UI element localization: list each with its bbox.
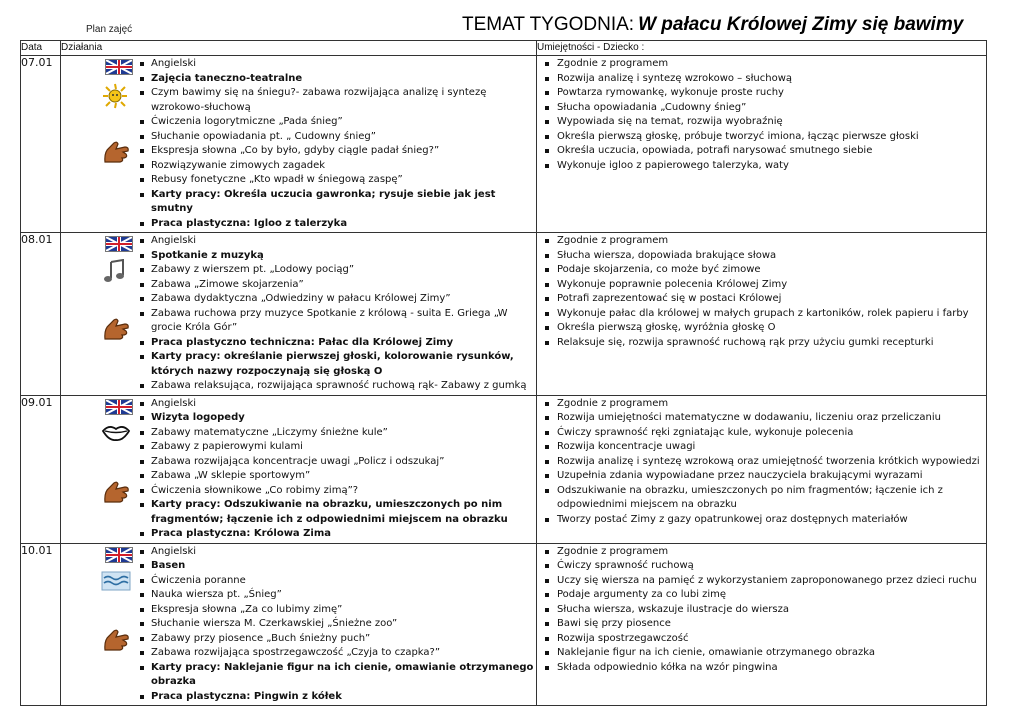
activity-item: Rozwiązywanie zimowych zagadek [139, 159, 534, 174]
skill-item: Potrafi zaprezentować się w postaci Królowej [545, 292, 984, 307]
activity-item: Angielski [139, 234, 534, 249]
activity-item: Nauka wiersza pt. „Śnieg” [139, 588, 534, 603]
column-header-activities: Działania [61, 41, 537, 56]
activity-item: Rebusy fonetyczne „Kto wpadł w śniegową zaspę” [139, 173, 534, 188]
activity-item: Karty pracy: Określa uczucia gawronka; rysuje siebie jak jest smutny [139, 188, 534, 217]
activity-item: Wizyta logopedy [139, 411, 534, 426]
activity-list [61, 544, 536, 706]
day-date: 09.01 [21, 395, 61, 543]
skill-item: Zgodnie z programem [545, 57, 984, 72]
activity-item: Zabawy z papierowymi kulami [139, 440, 534, 455]
column-header-date: Data [21, 41, 61, 56]
day-date: 10.01 [21, 543, 61, 706]
pool-water-icon [101, 570, 131, 598]
skill-list [537, 396, 986, 529]
activity-item: Zabawa dydaktyczna „Odwiedziny w pałacu Królowej Zimy” [139, 292, 534, 307]
skill-item: Słucha wiersza, wskazuje ilustracje do wiersza [545, 603, 984, 618]
activity-item: Zabawa relaksująca, rozwijająca sprawność ruchową rąk- Zabawy z gumką [139, 379, 534, 394]
skill-item: Zgodnie z programem [545, 545, 984, 560]
skill-item: Ćwiczy sprawność ręki zgniatając kule, wykonuje polecenia [545, 426, 984, 441]
skill-item: Ćwiczy sprawność ruchową [545, 559, 984, 574]
sun-dancer-icon [101, 82, 131, 118]
day-row [21, 543, 987, 706]
activity-list [61, 233, 536, 395]
skill-item: Słucha opowiadania „Cudowny śnieg” [545, 101, 984, 116]
activity-list [61, 396, 536, 543]
plan-table [20, 40, 987, 706]
skill-item: Bawi się przy piosence [545, 617, 984, 632]
plan-label: Plan zajęć [86, 24, 133, 35]
skill-item: Składa odpowiednio kółka na wzór pingwina [545, 661, 984, 676]
activity-item: Zabawa ruchowa przy muzyce Spotkanie z królową - suita E. Griega „W grocie Króla Gór” [139, 307, 534, 336]
skill-item: Rozwija umiejętności matematyczne w dodawaniu, liczeniu oraz przeliczaniu [545, 411, 984, 426]
hand-icon [101, 626, 131, 660]
skills-cell [537, 56, 987, 233]
skill-item: Wykonuje pałac dla królowej w małych grupach z kartoników, rolek papieru i farby [545, 307, 984, 322]
week-theme-title [462, 14, 963, 36]
skill-item: Rozwija koncentracje uwagi [545, 440, 984, 455]
hand-icon [101, 315, 131, 349]
day-date: 07.01 [21, 56, 61, 233]
skill-list [537, 233, 986, 351]
activity-item: Ćwiczenia słownikowe „Co robimy zimą”? [139, 484, 534, 499]
activity-item: Zajęcia taneczno-teatralne [139, 72, 534, 87]
activity-item: Angielski [139, 397, 534, 412]
skill-item: Tworzy postać Zimy z gazy opatrunkowej oraz dostępnych materiałów [545, 513, 984, 528]
lips-icon [101, 422, 131, 450]
skill-item: Zgodnie z programem [545, 234, 984, 249]
activities-cell [61, 395, 537, 543]
activity-item: Ekspresja słowna „Co by było, gdyby ciągle padał śnieg?” [139, 144, 534, 159]
skill-list [537, 544, 986, 677]
skill-item: Rozwija spostrzegawczość [545, 632, 984, 647]
skills-cell [537, 543, 987, 706]
day-row [21, 56, 987, 233]
activity-item: Spotkanie z muzyką [139, 249, 534, 264]
activity-item: Praca plastyczno techniczna: Pałac dla Królowej Zimy [139, 336, 534, 351]
skill-item: Wykonuje igloo z papierowego talerzyka, waty [545, 159, 984, 174]
skill-item: Powtarza rymowankę, wykonuje proste ruchy [545, 86, 984, 101]
skill-item: Słucha wiersza, dopowiada brakujące słowa [545, 249, 984, 264]
theme-name: W pałacu Królowej Zimy się bawimy [638, 14, 964, 35]
activity-item: Słuchanie opowiadania pt. „ Cudowny śnieg” [139, 130, 534, 145]
activities-cell [61, 233, 537, 396]
hand-icon [101, 138, 131, 172]
activity-item: Zabawy z wierszem pt. „Lodowy pociąg” [139, 263, 534, 278]
activities-cell [61, 543, 537, 706]
document-header [20, 0, 986, 40]
skill-item: Określa uczucia, opowiada, potrafi narysować smutnego siebie [545, 144, 984, 159]
uk-flag-icon [105, 399, 133, 415]
uk-flag-icon [105, 59, 133, 75]
activity-item: Praca plastyczna: Królowa Zima [139, 527, 534, 542]
skill-item: Wykonuje poprawnie polecenia Królowej Zimy [545, 278, 984, 293]
activity-item: Karty pracy: określanie pierwszej głoski, kolorowanie rysunków, których nazwy rozpoczynają się głoską O [139, 350, 534, 379]
activity-item: Zabawy przy piosence „Buch śnieżny puch” [139, 632, 534, 647]
activity-item: Ćwiczenia poranne [139, 574, 534, 589]
skill-list [537, 56, 986, 174]
activity-item: Zabawa „Zimowe skojarzenia” [139, 278, 534, 293]
activity-item: Karty pracy: Odszukiwanie na obrazku, umieszczonych po nim fragmentów; łączenie ich z odpowiednimi miejscem na obrazku [139, 498, 534, 527]
table-header-row [21, 41, 987, 56]
skill-item: Uzupełnia zdania wypowiadane przez nauczyciela brakującymi wyrazami [545, 469, 984, 484]
skill-item: Naklejanie figur na ich cienie, omawianie otrzymanego obrazka [545, 646, 984, 661]
activity-item: Ćwiczenia logorytmiczne „Pada śnieg” [139, 115, 534, 130]
activity-item: Słuchanie wiersza M. Czerkawskiej „Śnieżne zoo” [139, 617, 534, 632]
activity-item: Karty pracy: Naklejanie figur na ich cienie, omawianie otrzymanego obrazka [139, 661, 534, 690]
skill-item: Określa pierwszą głoskę, próbuje tworzyć imiona, łącząc pierwsze głoski [545, 130, 984, 145]
day-date: 08.01 [21, 233, 61, 396]
plan-body [21, 56, 987, 706]
activity-item: Zabawa „W sklepie sportowym” [139, 469, 534, 484]
skill-item: Podaje skojarzenia, co może być zimowe [545, 263, 984, 278]
activity-item: Praca plastyczna: Igloo z talerzyka [139, 217, 534, 232]
activity-item: Zabawa rozwijająca spostrzegawczość „Czyja to czapka?” [139, 646, 534, 661]
activity-item: Angielski [139, 57, 534, 72]
activity-item: Zabawa rozwijająca koncentracje uwagi „Policz i odszukaj” [139, 455, 534, 470]
activity-item: Angielski [139, 545, 534, 560]
music-note-icon [101, 259, 129, 291]
skill-item: Rozwija analizę i syntezę wzrokową oraz umiejętność tworzenia krótkich wypowiedzi [545, 455, 984, 470]
activity-item: Ekspresja słowna „Za co lubimy zimę” [139, 603, 534, 618]
activity-item: Czym bawimy się na śniegu?- zabawa rozwijająca analizę i syntezę wzrokowo-słuchową [139, 86, 534, 115]
skill-item: Uczy się wiersza na pamięć z wykorzystaniem zaproponowanego przez dzieci ruchu [545, 574, 984, 589]
skill-item: Podaje argumenty za co lubi zimę [545, 588, 984, 603]
theme-prefix: TEMAT TYGODNIA: [462, 14, 635, 35]
activity-item: Basen [139, 559, 534, 574]
skill-item: Rozwija analizę i syntezę wzrokowo – słuchową [545, 72, 984, 87]
skill-item: Relaksuje się, rozwija sprawność ruchową rąk przy użyciu gumki recepturki [545, 336, 984, 351]
activities-cell [61, 56, 537, 233]
skills-cell [537, 395, 987, 543]
skill-item: Zgodnie z programem [545, 397, 984, 412]
activity-item: Praca plastyczna: Pingwin z kółek [139, 690, 534, 705]
uk-flag-icon [105, 236, 133, 252]
activity-item: Zabawy matematyczne „Liczymy śnieżne kule” [139, 426, 534, 441]
day-row [21, 395, 987, 543]
day-row [21, 233, 987, 396]
activity-list [61, 56, 536, 232]
skill-item: Odszukiwanie na obrazku, umieszczonych po nim fragmentów; łączenie ich z odpowiednimi miejscem na obrazku [545, 484, 984, 513]
skill-item: Wypowiada się na temat, rozwija wyobraźnię [545, 115, 984, 130]
uk-flag-icon [105, 547, 133, 563]
column-header-skills: Umiejętności - Dziecko : [537, 41, 987, 56]
skill-item: Określa pierwszą głoskę, wyróżnia głoskę O [545, 321, 984, 336]
skills-cell [537, 233, 987, 396]
hand-icon [101, 478, 131, 512]
